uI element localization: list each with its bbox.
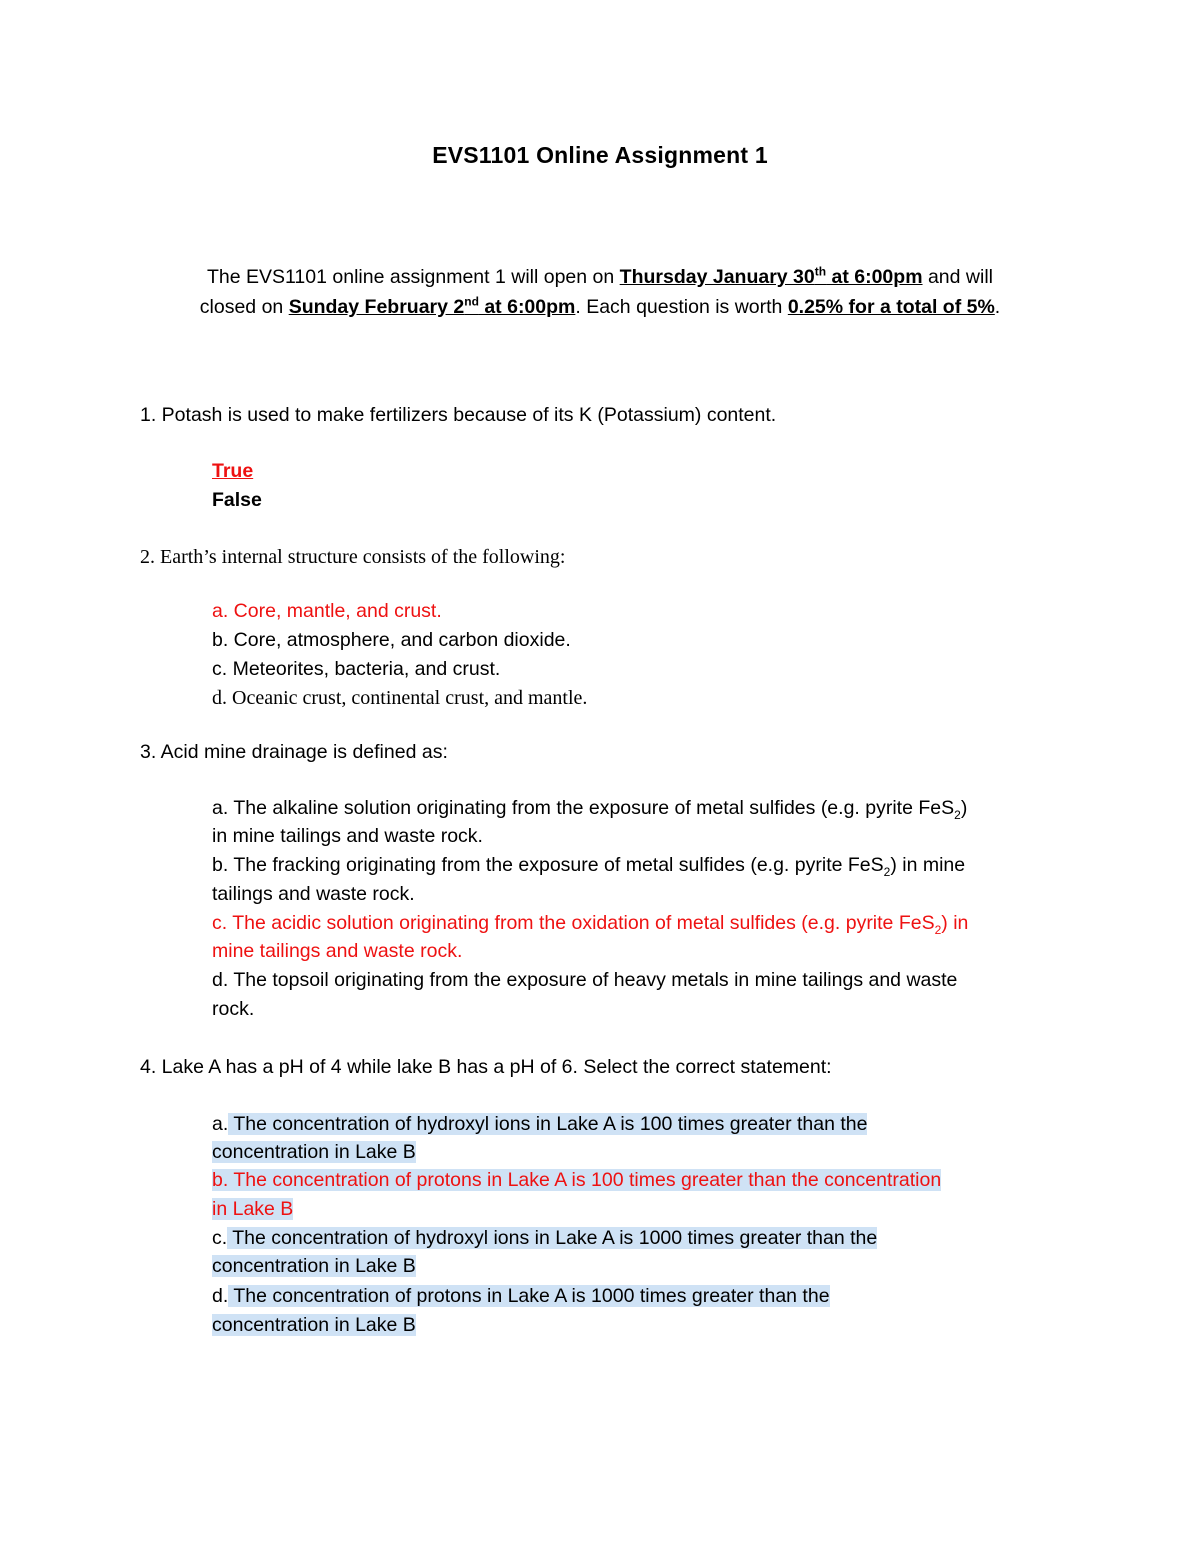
highlight: concentration in Lake B — [212, 1314, 416, 1336]
q4-option-a-cont — [212, 1138, 416, 1167]
q4-option-d-cont — [212, 1311, 416, 1340]
q3-option-b: b. The fracking originating from the exposure of metal sulfides (e.g. pyrite FeS$_2$) in mine — [212, 854, 966, 879]
q3-option-a: a. The alkaline solution originating from the exposure of metal sulfides (e.g. pyrite FeS$_2$) — [212, 797, 968, 822]
question-3-stem: 3. Acid mine drainage is defined as: — [140, 741, 448, 763]
highlight: The concentration of protons in Lake A is 1000 times greater than the — [228, 1285, 830, 1307]
highlight: The concentration of hydroxyl ions in Lake A is 1000 times greater than the — [227, 1227, 878, 1249]
document-title: EVS1101 Online Assignment 1 — [432, 142, 768, 168]
q4-option-c-cont — [212, 1252, 416, 1281]
intro-text: closed on — [199, 296, 289, 318]
q3-option-d-cont: rock. — [212, 998, 255, 1020]
question-1-stem: 1. Potash is used to make fertilizers because of its K (Potassium) content. — [140, 404, 777, 426]
intro-text: . Each question is worth — [575, 296, 788, 318]
highlight: b. The concentration of protons in Lake A is 100 times greater than the concentration — [212, 1169, 942, 1191]
q3-option-a-cont: in mine tailings and waste rock. — [212, 825, 483, 847]
q4-option-d: d. The concentration of protons in Lake A is 1000 times greater than the — [212, 1285, 830, 1307]
q4-option-b-answer-cont — [212, 1195, 293, 1224]
q3-option-d: d. The topsoil originating from the exposure of heavy metals in mine tailings and waste — [212, 969, 958, 991]
question-4-stem: 4. Lake A has a pH of 4 while lake B has a pH of 6. Select the correct statement: — [140, 1056, 832, 1078]
highlight: concentration in Lake B — [212, 1255, 416, 1277]
highlight: concentration in Lake B — [212, 1141, 416, 1163]
q2-option-a-answer: a. Core, mantle, and crust. — [212, 600, 442, 622]
q2-option-c: c. Meteorites, bacteria, and crust. — [212, 658, 501, 680]
highlight: The concentration of hydroxyl ions in Lake A is 100 times greater than the — [228, 1113, 868, 1135]
intro-text: . — [994, 296, 1001, 318]
close-date: Sunday February 2nd at 6:00pm — [288, 294, 576, 318]
q2-option-b: b. Core, atmosphere, and carbon dioxide. — [212, 629, 571, 651]
q4-option-c: c. The concentration of hydroxyl ions in Lake A is 1000 times greater than the — [212, 1227, 878, 1249]
q2-option-d: d. Oceanic crust, continental crust, and mantle. — [212, 687, 588, 709]
intro-paragraph — [140, 262, 1060, 322]
q3-option-c-answer: c. The acidic solution originating from the oxidation of metal sulfides (e.g. pyrite FeS$_2$) in — [212, 912, 969, 937]
open-date: Thursday January 30th at 6:00pm — [619, 264, 923, 288]
q1-option-false: False — [212, 489, 262, 511]
q3-option-b-cont: tailings and waste rock. — [212, 883, 415, 905]
question-2-stem: 2. Earth’s internal structure consists of the following: — [140, 546, 566, 568]
q4-option-a: a. The concentration of hydroxyl ions in Lake A is 100 times greater than the — [212, 1113, 868, 1135]
q4-option-b-answer — [212, 1166, 941, 1195]
q1-option-true-answer: True — [212, 460, 254, 482]
intro-text: The EVS1101 online assignment 1 will open on — [207, 266, 620, 288]
grade-weight: 0.25% for a total of 5% — [787, 296, 995, 318]
q3-option-c-answer-cont: mine tailings and waste rock. — [212, 940, 463, 962]
highlight: in Lake B — [212, 1198, 294, 1220]
intro-text: and will — [922, 266, 993, 288]
